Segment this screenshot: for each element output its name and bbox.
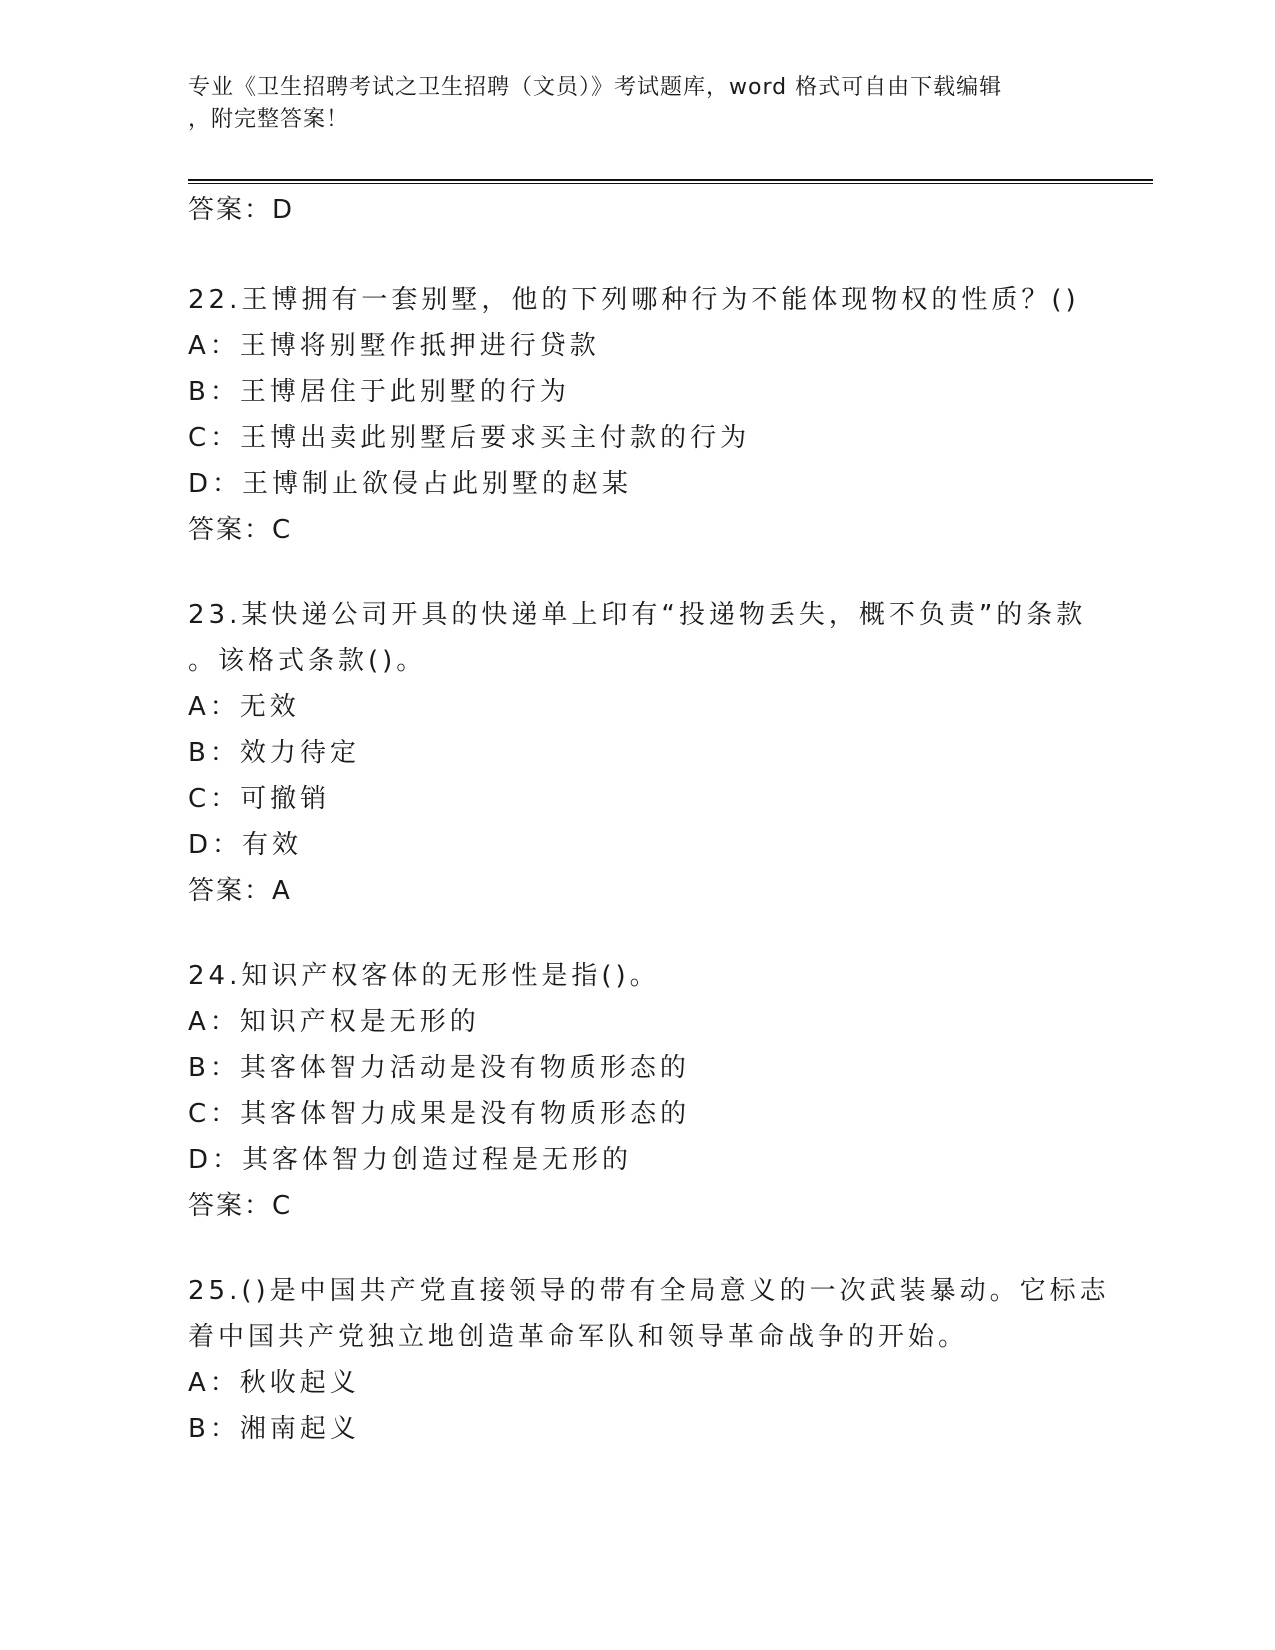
question-22	[188, 277, 1128, 553]
header-line-2: ，附完整答案！	[188, 107, 350, 132]
option-c: C：其客体智力成果是没有物质形态的	[188, 1099, 691, 1129]
option-c: C：可撤销	[188, 784, 331, 814]
option-d: D：其客体智力创造过程是无形的	[188, 1145, 633, 1175]
previous-answer	[188, 187, 1128, 233]
option-a: A：秋收起义	[188, 1368, 360, 1398]
question-stem: 23.某快递公司开具的快递单上印有“投递物丢失，概不负责”的条款	[188, 600, 1087, 630]
option-b: B：王博居住于此别墅的行为	[188, 377, 570, 407]
answer-line: 答案：C	[188, 515, 293, 545]
header-line-1: 专业《卫生招聘考试之卫生招聘（文员）》考试题库，word 格式可自由下载编辑	[188, 75, 1003, 100]
question-24	[188, 953, 1128, 1229]
answer-line: 答案：A	[188, 876, 292, 906]
answer-line: 答案：C	[188, 1191, 293, 1221]
question-stem: 22.王博拥有一套别墅，他的下列哪种行为不能体现物权的性质？()	[188, 285, 1080, 315]
option-c: C：王博出卖此别墅后要求买主付款的行为	[188, 423, 751, 453]
option-a: A：知识产权是无形的	[188, 1007, 480, 1037]
option-b: B：湘南起义	[188, 1414, 360, 1444]
option-b: B：其客体智力活动是没有物质形态的	[188, 1053, 690, 1083]
question-stem-cont: 着中国共产党独立地创造革命军队和领导革命战争的开始。	[188, 1322, 969, 1352]
question-stem: 24.知识产权客体的无形性是指()。	[188, 961, 660, 991]
option-d: D：王博制止欲侵占此别墅的赵某	[188, 469, 633, 499]
option-a: A：无效	[188, 692, 300, 722]
document-header	[188, 72, 1088, 136]
header-divider	[188, 179, 1153, 184]
question-25	[188, 1268, 1128, 1452]
answer-line: 答案：D	[188, 195, 295, 225]
question-stem-cont: 。该格式条款()。	[188, 646, 427, 676]
option-b: B：效力待定	[188, 738, 360, 768]
option-d: D：有效	[188, 830, 303, 860]
option-a: A：王博将别墅作抵押进行贷款	[188, 331, 600, 361]
question-23	[188, 592, 1128, 914]
question-stem: 25.()是中国共产党直接领导的带有全局意义的一次武装暴动。它标志	[188, 1276, 1110, 1306]
